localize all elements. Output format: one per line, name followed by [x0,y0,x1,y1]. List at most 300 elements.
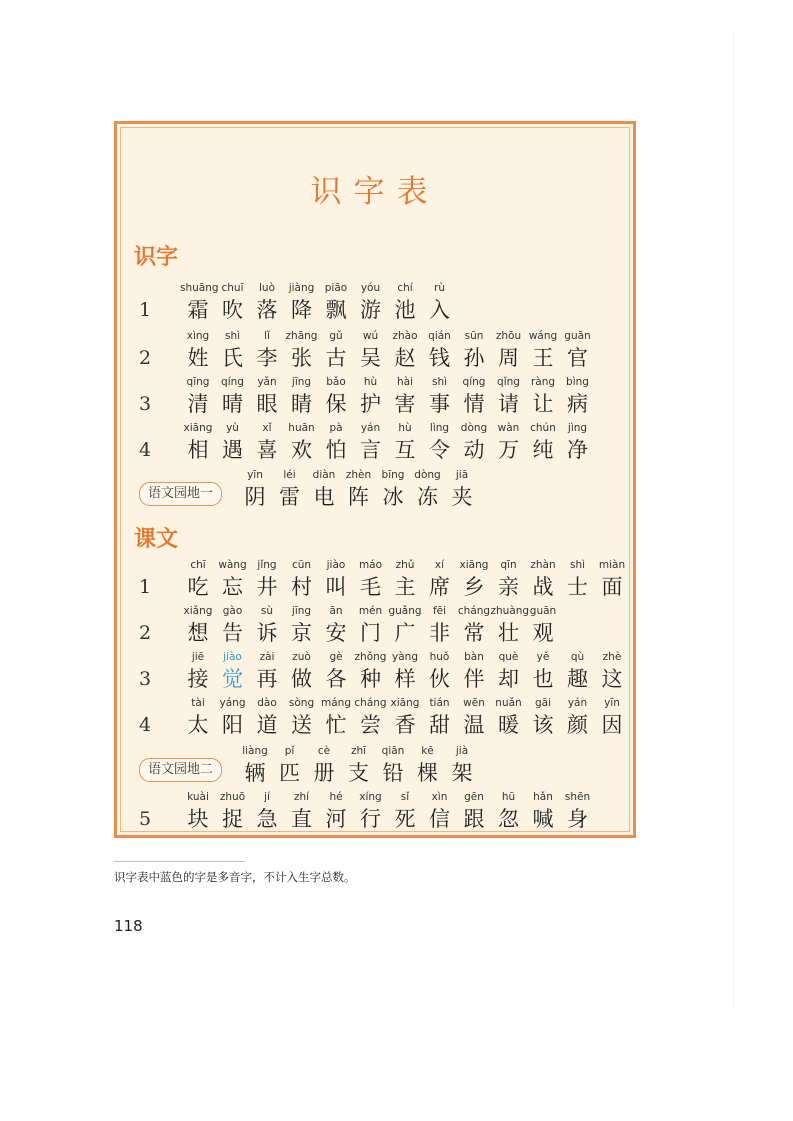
hanzi: 叫 [325,575,347,599]
hanzi: 喜 [256,438,278,462]
char-cell [180,790,216,833]
char-cell [594,650,630,693]
pinyin: xí [434,559,445,571]
hanzi: 道 [256,713,278,737]
hanzi: 做 [291,667,312,691]
hanzi: 士 [567,575,588,599]
char-cell [353,650,389,693]
char-cell [422,650,458,693]
pinyin: dòng [414,469,441,481]
yuwenyuandi-tag: 语文园地二 [139,758,222,782]
hanzi: 相 [187,438,209,462]
char-cell [456,650,492,693]
hanzi: 觉 [222,667,243,691]
pinyin: bīng [381,469,405,481]
pinyin: liàng [242,745,268,757]
hanzi: 忘 [222,575,243,599]
pinyin: yán [567,697,588,709]
pinyin: hù [363,376,378,388]
hanzi: 请 [498,392,519,416]
char-cell [525,375,561,418]
pinyin: chí [397,282,413,294]
char-cell [375,468,411,511]
footnote-rule [114,861,245,862]
hanzi: 电 [313,485,335,509]
char-cell [422,604,458,647]
char-cell [318,329,354,372]
char-cell [215,375,251,418]
pinyin: jiē [191,651,205,663]
char-cell [525,650,561,693]
pinyin: ān [329,605,343,617]
hanzi: 害 [394,392,416,416]
pinyin: sù [260,605,274,617]
char-cell [375,744,411,787]
pinyin: gào [222,605,243,617]
hanzi: 赵 [394,346,416,370]
hanzi: 官 [567,346,588,370]
hanzi: 池 [394,298,416,322]
hanzi: 河 [325,807,347,831]
hanzi: 欢 [291,438,312,462]
char-cell [318,696,354,739]
hanzi: 吴 [360,346,381,370]
section-title-kewen: 课文 [134,527,179,552]
char-cell [525,696,561,739]
char-cell [456,329,492,372]
hanzi: 伴 [463,667,485,691]
pinyin: xìn [431,791,448,803]
hanzi: 行 [360,807,381,831]
hanzi: 吹 [222,298,243,322]
hanzi: 病 [567,392,588,416]
pinyin: kē [421,745,434,757]
char-cell [318,650,354,693]
hanzi: 眼 [256,392,278,416]
char-cell [353,604,389,647]
char-cell [249,790,285,833]
hanzi: 再 [256,667,278,691]
hanzi: 落 [256,298,278,322]
hanzi: 直 [291,807,312,831]
pinyin: shuāng [180,282,219,294]
char-cell [491,421,527,464]
char-cell [284,421,320,464]
char-cell [560,375,596,418]
pinyin: máng [321,697,351,709]
hanzi: 捉 [222,807,243,831]
pinyin: gǔ [329,330,343,342]
hanzi: 言 [360,438,381,462]
char-cell [422,790,458,833]
pinyin: jiàng [288,282,315,294]
char-cell [353,281,389,324]
pinyin: cháng [457,605,491,617]
pinyin: huān [288,422,315,434]
char-cell [341,744,377,787]
hanzi: 门 [360,621,381,645]
char-cell [456,790,492,833]
yuwenyuandi-tag: 语文园地一 [139,482,222,506]
hanzi: 也 [532,667,554,691]
pinyin: wáng [528,330,558,342]
row-yuwenyuandi-1 [117,468,633,514]
char-cell [237,468,273,511]
char-cell [353,375,389,418]
char-cell [353,329,389,372]
pinyin: qīn [500,559,517,571]
hanzi: 井 [256,575,278,599]
hanzi: 互 [394,438,416,462]
pinyin: tài [191,697,205,709]
pinyin: xìng [186,330,210,342]
pinyin: jīng [291,376,312,388]
hanzi: 信 [429,807,450,831]
char-cell [284,329,320,372]
char-cell [422,421,458,464]
hanzi: 种 [360,667,381,691]
hanzi: 安 [325,621,347,645]
pinyin: diàn [312,469,336,481]
pinyin: xiāng [183,422,213,434]
hanzi: 村 [291,575,312,599]
char-cell [215,790,251,833]
pinyin: chī [190,559,206,571]
hanzi: 京 [291,621,312,645]
pinyin: yán [360,422,381,434]
char-cell [560,790,596,833]
pinyin: jiào [326,559,346,571]
hanzi: 面 [601,575,623,599]
char-cell [306,468,342,511]
char-cell [272,468,308,511]
hanzi: 暖 [498,713,519,737]
hanzi: 姓 [187,346,209,370]
hanzi: 告 [222,621,243,645]
hanzi: 席 [429,575,450,599]
pinyin: lǐ [264,330,270,342]
char-cell [249,696,285,739]
hanzi: 接 [187,667,209,691]
char-cell [180,696,216,739]
pinyin: cháng [354,697,387,709]
pinyin: sǐ [400,791,410,803]
char-cell [284,558,320,601]
row-kewen-2 [117,604,633,650]
pinyin: cūn [291,559,312,571]
char-cell [353,696,389,739]
pinyin: nuǎn [495,697,522,709]
char-cell [387,696,423,739]
hanzi: 冻 [417,485,438,509]
pinyin: sòng [288,697,315,709]
char-cell [560,696,596,739]
char-cell [249,558,285,601]
hanzi: 各 [325,667,347,691]
char-cell [491,650,527,693]
row-kewen-3 [117,650,633,696]
char-cell [594,696,630,739]
pinyin: xǐ [262,422,272,434]
pinyin: zhí [293,791,310,803]
pinyin: guǎng [388,605,422,617]
row-number: 3 [139,393,152,415]
hanzi: 古 [325,346,347,370]
pinyin: qíng [462,376,486,388]
char-cell [387,375,423,418]
char-cell [560,421,596,464]
char-cell [525,790,561,833]
hanzi: 晴 [222,392,243,416]
hanzi: 遇 [222,438,243,462]
char-cell [491,329,527,372]
char-cell [444,744,480,787]
row-number: 2 [139,622,152,644]
row-number: 1 [139,299,152,321]
pinyin: dòng [460,422,488,434]
pinyin: lìng [429,422,450,434]
hanzi: 冰 [382,485,404,509]
pinyin: miàn [598,559,626,571]
hanzi: 飘 [325,298,347,322]
hanzi: 令 [429,438,450,462]
hanzi: 喊 [532,807,554,831]
row-shizi-4 [117,421,633,467]
pinyin: léi [283,469,296,481]
hanzi: 诉 [256,621,278,645]
pinyin: xiāng [390,697,420,709]
pinyin: huǒ [429,651,450,663]
char-cell [387,329,423,372]
hanzi: 氏 [222,346,243,370]
pinyin: qù [570,651,585,663]
pinyin: máo [358,559,383,571]
hanzi: 支 [348,761,369,785]
char-cell [215,604,251,647]
char-cell [306,744,342,787]
char-cell [237,744,273,787]
char-cell [456,558,492,601]
pinyin: jǐng [257,559,277,571]
char-cell [490,604,530,647]
hanzi: 怕 [325,438,347,462]
hanzi: 动 [463,438,485,462]
hanzi: 孙 [463,346,485,370]
pinyin: pà [329,422,343,434]
pinyin: bǎo [326,376,346,388]
char-cell [491,375,527,418]
hanzi: 想 [187,621,209,645]
hanzi: 身 [567,807,588,831]
hanzi: 太 [187,713,209,737]
pinyin: jí [264,791,270,803]
pinyin: dào [257,697,277,709]
pinyin: hù [398,422,412,434]
pinyin: bàn [464,651,484,663]
char-cell [249,650,285,693]
hanzi: 李 [256,346,278,370]
char-cell [560,329,596,372]
hanzi: 常 [463,621,485,645]
char-cell [284,650,320,693]
char-cell [249,329,285,372]
literacy-table-panel [114,121,636,838]
char-cell [491,696,527,739]
hanzi: 死 [394,807,416,831]
pinyin: wàng [218,559,247,571]
pinyin: jìng [567,422,588,434]
char-cell [525,558,561,601]
pinyin: xíng [359,791,382,803]
hanzi: 让 [532,392,554,416]
hanzi: 跟 [463,807,485,831]
char-cell [387,790,423,833]
char-cell [272,744,308,787]
pinyin: yóu [360,282,381,294]
char-cell [456,375,492,418]
pinyin: zhè [602,651,622,663]
pinyin: hū [501,791,516,803]
pinyin: sūn [464,330,484,342]
pinyin: zhī [350,745,367,757]
pinyin: rù [434,282,445,294]
section-title-shizi: 识字 [134,245,179,270]
hanzi: 吃 [187,575,209,599]
hanzi: 广 [394,621,416,645]
row-kewen-5 [117,790,633,836]
hanzi: 战 [532,575,554,599]
hanzi: 温 [463,713,485,737]
char-cell [215,696,251,739]
hanzi: 亲 [498,575,519,599]
pinyin: zuò [292,651,311,663]
pinyin: zhōu [495,330,522,342]
char-cell [525,329,561,372]
hanzi: 钱 [429,346,450,370]
pinyin: zhàn [530,559,556,571]
hanzi: 块 [187,807,209,831]
hanzi: 万 [498,438,519,462]
pinyin: yīn [247,469,263,481]
hanzi: 尝 [360,713,381,737]
hanzi: 因 [601,713,623,737]
hanzi: 事 [429,392,450,416]
char-cell [422,281,458,324]
char-cell [594,558,630,601]
char-cell [318,281,354,324]
hanzi: 匹 [279,761,300,785]
pinyin: zhǒng [354,651,387,663]
char-cell [284,696,320,739]
char-cell [456,421,492,464]
hanzi: 护 [360,392,381,416]
row-number: 4 [139,714,152,736]
hanzi: 却 [498,667,519,691]
hanzi: 铅 [382,761,404,785]
char-cell [387,421,423,464]
char-cell [215,421,251,464]
char-cell [318,790,354,833]
char-cell [560,650,596,693]
pinyin: gēn [464,791,484,803]
pinyin: yàng [392,651,418,663]
pinyin: chún [530,422,556,434]
pinyin: yīn [604,697,620,709]
char-cell [180,375,216,418]
hanzi: 甜 [429,713,450,737]
page-number: 118 [114,917,143,935]
char-cell [180,329,216,372]
row-number: 5 [139,808,152,830]
char-cell [410,468,446,511]
char-cell [180,421,216,464]
pinyin: xiǎng [183,605,213,617]
char-cell [422,329,458,372]
pinyin: shì [224,330,241,342]
pinyin: jīng [291,605,312,617]
hanzi: 入 [429,298,450,322]
pinyin: tián [429,697,450,709]
hanzi: 张 [291,346,312,370]
pinyin: yù [226,422,239,434]
row-shizi-1 [117,281,633,327]
pinyin: xiāng [459,559,489,571]
pinyin: qīng [186,376,210,388]
pinyin: wàn [497,422,520,434]
char-cell [215,650,251,693]
pinyin: jiā [455,469,469,481]
char-cell [284,604,320,647]
char-cell [456,696,492,739]
hanzi: 这 [601,667,623,691]
hanzi: 王 [532,346,554,370]
row-shizi-3 [117,375,633,421]
pinyin: kuài [187,791,209,803]
pinyin: hǎn [533,791,553,803]
char-cell [180,281,219,324]
hanzi: 送 [291,713,312,737]
char-cell [284,375,320,418]
char-cell [422,558,458,601]
char-cell [318,558,354,601]
pinyin: qiān [381,745,405,757]
char-cell [318,375,354,418]
row-shizi-2 [117,329,633,375]
pinyin: zhèn [345,469,372,481]
hanzi: 情 [463,392,485,416]
hanzi: 阵 [348,485,369,509]
pinyin: qián [428,330,451,342]
row-kewen-1 [117,558,633,604]
char-cell [318,421,354,464]
hanzi: 样 [394,667,416,691]
char-cell [353,790,389,833]
pinyin: cè [317,745,331,757]
char-cell [353,558,389,601]
footnote: 识字表中蓝色的字是多音字，不计入生字总数。 [114,870,356,884]
pinyin: wēn [463,697,485,709]
char-cell [180,604,216,647]
char-cell [387,558,423,601]
char-cell [422,696,458,739]
row-number: 2 [139,347,152,369]
hanzi: 辆 [244,761,266,785]
pinyin: hài [396,376,413,388]
hanzi: 清 [187,392,209,416]
char-cell [180,650,216,693]
hanzi: 霜 [187,298,209,322]
pinyin: guān [564,330,591,342]
